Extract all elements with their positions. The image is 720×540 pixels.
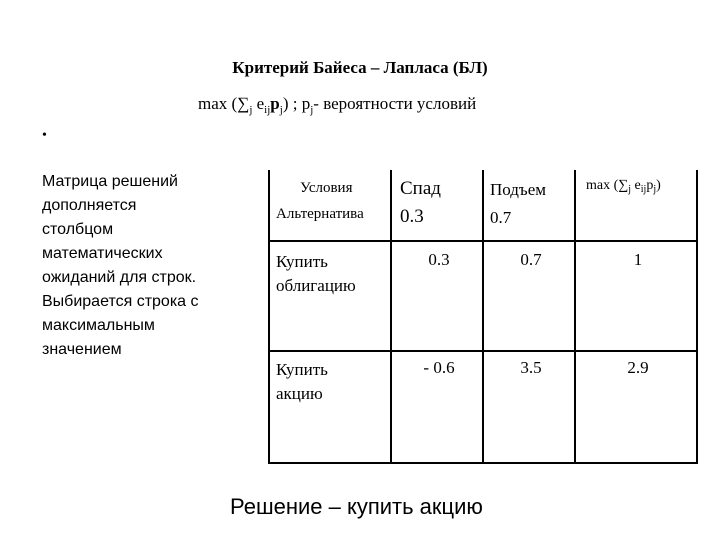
cell-bonds-decline: 0.3 [428, 250, 450, 269]
column-prob-rise: 0.7 [490, 208, 512, 227]
cell-stock-expected: 2.9 [627, 358, 649, 377]
description-line: Матрица решений [42, 173, 178, 190]
description-line: значением [42, 341, 122, 358]
column-header-decline: Спад [400, 178, 441, 199]
header-conditions: Условия [300, 180, 353, 196]
table-border-bottom [268, 462, 698, 464]
cell-bonds-expected: 1 [633, 250, 643, 269]
column-header-expected: $\max (\sum_j$ $e_{ij}p_j$) [586, 178, 661, 195]
description-line: ожиданий для строк. [42, 269, 197, 286]
table-divider [390, 170, 392, 464]
bullet-point: • [42, 128, 47, 143]
column-header-rise: Подъем [490, 180, 547, 199]
description-line: максимальным [42, 317, 155, 334]
decision-matrix [268, 170, 698, 464]
description-text [42, 170, 252, 362]
table-border-left [268, 170, 270, 464]
header-divider [268, 240, 698, 242]
table-divider [482, 170, 484, 464]
row-alternative-stock: Купить акцию [276, 360, 328, 403]
column-prob-decline: 0.3 [400, 206, 424, 227]
description-line: дополняется [42, 197, 137, 214]
table-divider [574, 170, 576, 464]
cell-stock-decline: - 0.6 [423, 358, 455, 377]
row-alternative-bonds: Купить облигацию [276, 252, 356, 295]
conclusion-text: Решение – купить акцию [230, 494, 483, 519]
table-border-right [696, 170, 698, 464]
row-divider [268, 350, 698, 352]
header-alternative: Альтернатива [276, 206, 364, 222]
description-line: Выбирается строка с [42, 293, 199, 310]
cell-bonds-rise: 0.7 [520, 250, 542, 269]
cell-stock-rise: 3.5 [520, 358, 542, 377]
description-line: столбцом [42, 221, 114, 238]
slide-title: Критерий Байеса – Лапласа (БЛ) [232, 58, 488, 77]
description-line: математических [42, 245, 163, 262]
criterion-formula: $\max (\sum_j$ $e_{ij}p_j$) ; $p_j-$ вероятности условий [198, 94, 477, 116]
